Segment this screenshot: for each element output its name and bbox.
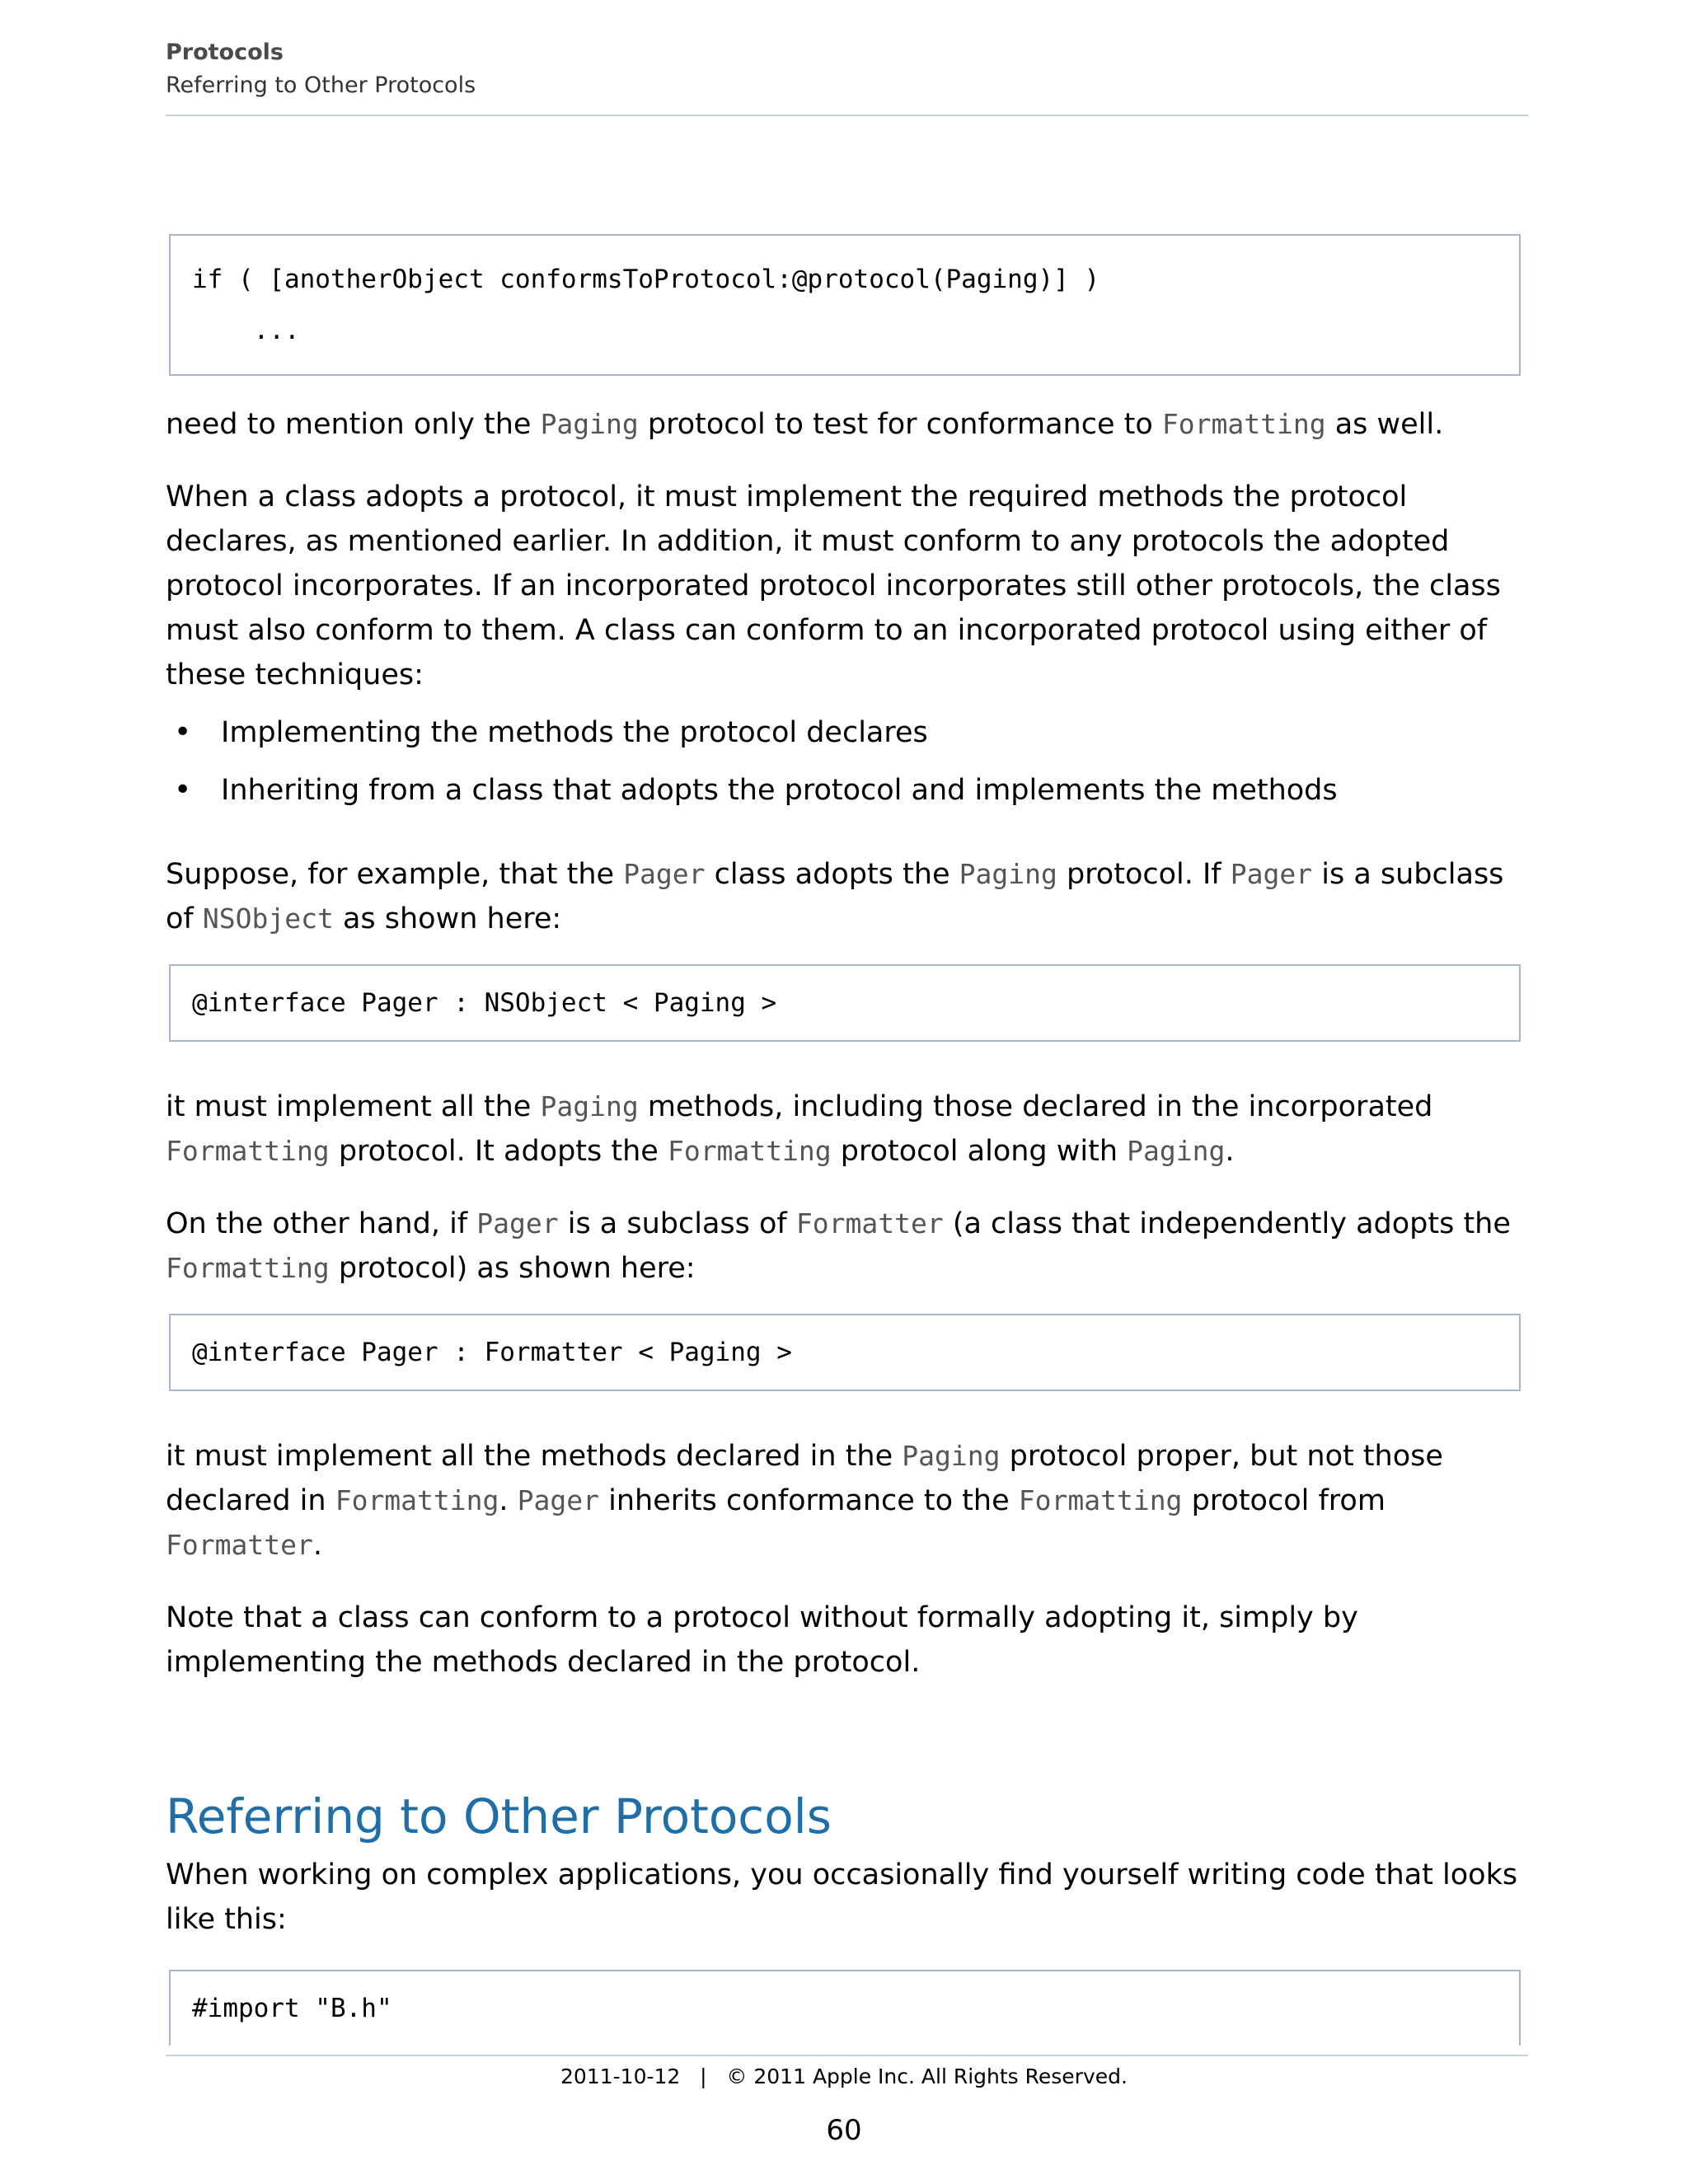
text: . [312,1529,322,1562]
page-content [166,234,1528,2046]
text: need to mention only the [166,408,541,441]
list-item [166,710,1528,755]
paragraph-pager-example [166,852,1528,941]
text: is a subclass of [558,1207,796,1240]
code-line: ... [192,316,300,345]
running-header [166,36,1528,102]
code-term: Paging [540,408,639,440]
bullet-icon: • [174,715,192,749]
text: . [1225,1135,1235,1168]
footer-copyright: 2011-10-12 | © 2011 Apple Inc. All Rights Reserved. [560,2064,1128,2088]
footer-divider [166,2055,1528,2056]
code-term: Formatter [166,1529,313,1561]
code-term: Paging [1127,1135,1226,1167]
text: class adopts the [705,858,959,891]
text: is a subclass of [166,858,1504,935]
code-listing-conforms-to-protocol [169,234,1521,376]
code-term: Formatting [1018,1484,1183,1516]
text: protocol. If [1057,858,1231,891]
code-term: Paging [902,1440,1001,1472]
text: it must implement all the methods declared in the [166,1440,903,1473]
text: (a class that independently adopts the [943,1207,1511,1240]
paragraph-paging-conformance [166,402,1528,447]
text: protocol) as shown here: [329,1252,696,1285]
paragraph-pager-must-implement [166,1085,1528,1174]
code-term: Formatting [166,1252,330,1284]
text: it must implement all the [166,1090,541,1123]
text: as well. [1325,408,1444,441]
paragraph-informal-conformance: Note that a class can conform to a protocol without formally adopting it, simply by implementing the methods declared in the protocol. [166,1601,1358,1679]
text: inherits conformance to the [599,1484,1019,1517]
list-item [166,768,1528,813]
code-listing-pager-formatter: @interface Pager : Formatter < Paging > [169,1314,1521,1391]
code-term: Pager [623,858,706,890]
list-item-text: Inheriting from a class that adopts the protocol and implements the methods [221,774,1338,807]
code-term: Pager [1230,858,1313,890]
header-divider [166,115,1528,116]
text: On the other hand, if [166,1207,477,1240]
header-section: Referring to Other Protocols [166,73,476,98]
paragraph-inherits-conformance [166,1434,1528,1568]
page-number: 60 [826,2114,862,2147]
code-term: Paging [959,858,1057,890]
code-term: Formatter [795,1207,944,1240]
bullet-icon: • [174,773,192,807]
code-term: Formatting [1161,408,1326,440]
paragraph-pager-formatter [166,1202,1528,1291]
text: as shown here: [333,902,562,935]
code-line: if ( [anotherObject conformsToProtocol:@protocol(Paging)] ) [192,265,1100,294]
paragraph-adopting-protocol: When a class adopts a protocol, it must implement the required methods the protocol declares, as mentioned earlier. In addition, it must conform to any protocols the adopted protocol incorporates. If an incorporated protocol incorporates still other protocols, the class must also conform to them. A class can conform to an incorporated protocol using either of these techniques: [166,480,1501,691]
text: protocol. It adopts the [329,1135,668,1168]
code-term: NSObject [202,902,334,935]
code-listing-pager-nsobject: @interface Pager : NSObject < Paging > [169,964,1521,1042]
text: methods, including those declared in the incorporated [638,1090,1433,1123]
text: protocol proper, but not those declared in [166,1440,1443,1517]
text: protocol along with [831,1135,1128,1168]
section-heading: Referring to Other Protocols [166,1788,832,1844]
code-term: Formatting [667,1135,832,1167]
text: protocol to test for conformance to [638,408,1162,441]
text: Suppose, for example, that the [166,858,624,891]
code-term: Paging [540,1090,639,1122]
code-term: Formatting [335,1484,499,1516]
paragraph-complex-applications: When working on complex applications, you occasionally find yourself writing code that looks like this: [166,1858,1518,1936]
techniques-list [166,710,1528,813]
code-term: Formatting [166,1135,330,1167]
list-item-text: Implementing the methods the protocol declares [221,716,928,749]
code-term: Pager [517,1484,599,1516]
header-chapter: Protocols [166,40,284,65]
text: . [499,1484,518,1517]
text: protocol from [1182,1484,1386,1517]
code-term: Pager [476,1207,559,1240]
code-listing-import: #import "B.h" [169,1970,1521,2046]
